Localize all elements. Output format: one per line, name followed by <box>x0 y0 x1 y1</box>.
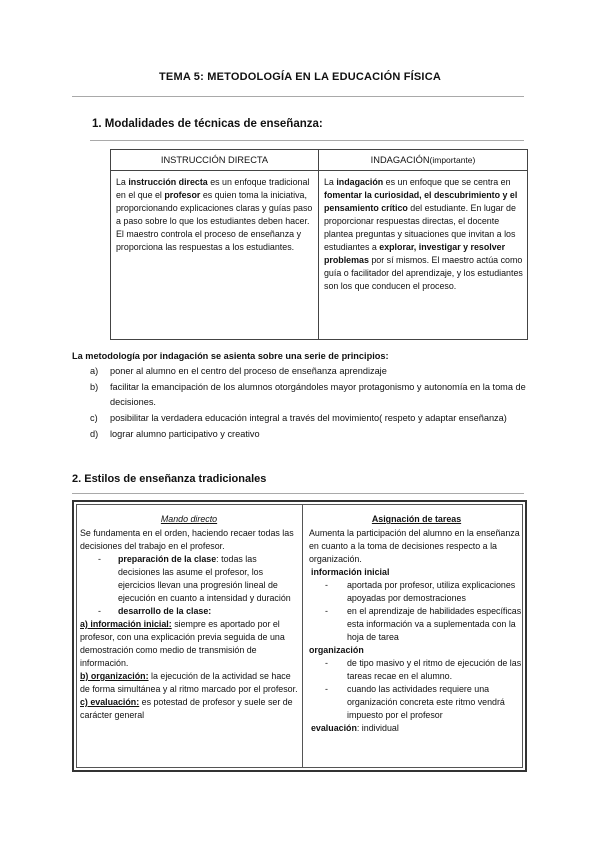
section2-heading: 2. Estilos de enseñanza tradicionales <box>72 473 267 485</box>
principles-intro: La metodología por indagación se asienta sobre una serie de principios: <box>72 351 389 361</box>
section1-divider <box>90 140 524 141</box>
section2-divider <box>72 493 524 494</box>
list-item: a) poner al alumno en el centro del proceso de enseñanza aprendizaje <box>90 366 387 376</box>
styles-table-inner <box>76 504 523 768</box>
command-style-organization: b) organización: la ejecución de la actividad se hace de forma simultánea y al ritmo marcado por el profesor. <box>80 671 298 694</box>
styles-table <box>72 500 527 772</box>
command-style-initial-info: a) información inicial: siempre es aportado por el profesor, con una explicación previa seguida de una demostración como medio de transmisión de información. <box>80 619 285 668</box>
table-header-inquiry-label: INDAGACIÓN <box>370 154 430 165</box>
list-item: - en el aprendizaje de habilidades específicas esta información va a suplementada con la hoja de tarea <box>325 606 522 642</box>
list-item: - aportada por profesor, utiliza explicaciones apoyadas por demostraciones <box>325 580 516 603</box>
table-cell-direct: La instrucción directa es un enfoque tradicional en el que el profesor es quien toma la iniciativa, proporcionando explicaciones claras y guías paso a paso sobre lo que los estudiantes deben hacer. El maestro controla el proceso de enseñanza y proporciona las respuestas a los estudiantes. <box>111 171 319 340</box>
list-item: c) posibilitar la verdadera educación integral a través del movimiento( respeto y adaptar enseñanza) <box>90 413 507 423</box>
task-assignment-column <box>309 513 524 735</box>
list-item: d) lograr alumno participativo y creativo <box>90 429 260 439</box>
list-item: - desarrollo de la clase: <box>98 606 212 616</box>
task-info-label: información inicial <box>311 567 390 577</box>
task-assignment-header: Asignación de tareas <box>371 514 462 524</box>
command-style-column <box>80 513 298 722</box>
task-evaluation: evaluación: individual <box>311 723 399 733</box>
title-divider <box>72 96 524 97</box>
methods-table <box>110 149 528 340</box>
table-header-inquiry-note: (importante) <box>429 154 476 165</box>
task-org-label: organización <box>309 645 364 655</box>
task-assignment-intro: Aumenta la participación del alumno en la enseñanza en cuanto a la toma de decisiones respecto a la organización. <box>309 528 520 564</box>
section1-heading: 1. Modalidades de técnicas de enseñanza: <box>92 118 323 130</box>
table-header-inquiry <box>319 150 528 171</box>
command-style-header: Mando directo <box>160 514 218 524</box>
list-item: - de tipo masivo y el ritmo de ejecución de las tareas recae en el alumno. <box>325 658 522 681</box>
page-title: TEMA 5: METODOLOGÍA EN LA EDUCACIÓN FÍSICA <box>159 71 441 83</box>
command-style-evaluation: c) evaluación: es potestad de profesor y suele ser de carácter general <box>80 697 293 720</box>
list-item: - preparación de la clase: todas las decisiones las asume el profesor, los ejercicios llevan una progresión lineal de ejecución en cuanto a intensidad y duración <box>98 554 291 603</box>
command-style-intro: Se fundamenta en el orden, haciendo recaer todas las decisiones del trabajo en el profesor. <box>80 528 294 551</box>
table-header-direct: INSTRUCCIÓN DIRECTA <box>111 150 319 171</box>
column-divider <box>302 505 303 767</box>
list-item: b) facilitar la emancipación de los alumnos otorgándoles mayor protagonismo y autonomía en la toma de decisiones. <box>90 382 526 407</box>
list-item: - cuando las actividades requiere una organización concreta este ritmo vendrá impuesto por el profesor <box>325 684 505 720</box>
table-cell-inquiry: La indagación es un enfoque que se centra en fomentar la curiosidad, el descubrimiento y el pensamiento crítico del estudiante. En lugar de proporcionar respuestas directas, el docente plantea preguntas y situaciones que invitan a los estudiantes a explorar, investigar y resolver problemas por sí mismos. El maestro actúa como guía o facilitador del aprendizaje, y los estudiantes son los que conducen el proceso. <box>319 171 528 340</box>
principles-list <box>90 364 530 443</box>
